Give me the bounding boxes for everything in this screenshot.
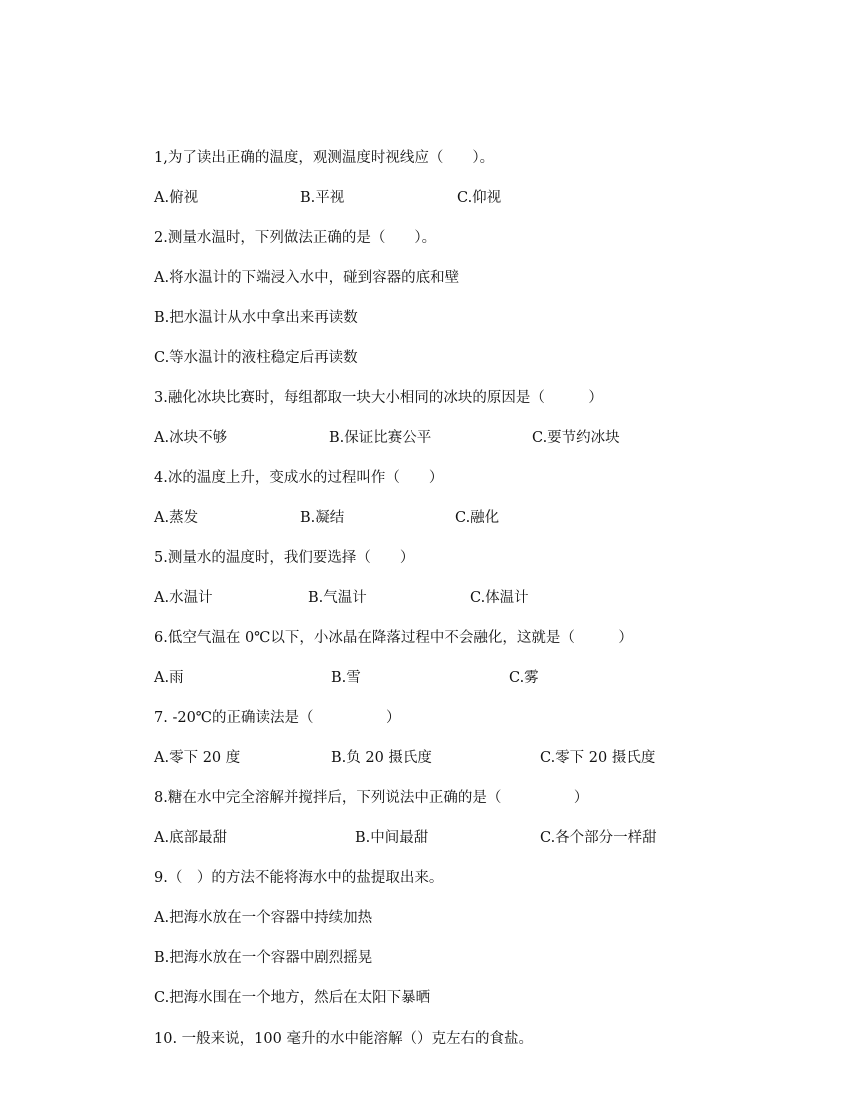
q5-option-a: A.水温计 — [154, 590, 213, 606]
q3-option-b: B.保证比赛公平 — [329, 430, 432, 446]
question-5: 5.测量水的温度时，我们要选择（ ） — [154, 550, 415, 566]
question-7: 7. -20℃的正确读法是（ ） — [154, 710, 401, 726]
q9-option-c: C.把海水围在一个地方，然后在太阳下暴晒 — [154, 990, 431, 1006]
q6-option-a: A.雨 — [154, 670, 184, 686]
q4-option-b: B.凝结 — [300, 510, 345, 526]
q8-option-b: B.中间最甜 — [355, 830, 429, 846]
q8-option-c: C.各个部分一样甜 — [540, 830, 657, 846]
q7-option-a: A.零下 20 度 — [154, 750, 241, 766]
q5-option-b: B.气温计 — [308, 590, 367, 606]
q6-option-c: C.雾 — [509, 670, 539, 686]
q1-option-b: B.平视 — [300, 190, 345, 206]
q7-option-b: B.负 20 摄氏度 — [331, 750, 432, 766]
question-10: 10. 一般来说，100 毫升的水中能溶解（）克左右的食盐。 — [154, 1031, 533, 1047]
question-8: 8.糖在水中完全溶解并搅拌后，下列说法中正确的是（ ） — [154, 790, 589, 806]
q4-option-a: A.蒸发 — [154, 510, 199, 526]
question-1: 1,为了读出正确的温度，观测温度时视线应（ ）。 — [154, 150, 495, 166]
q1-option-a: A.俯视 — [154, 190, 199, 206]
q6-option-b: B.雪 — [331, 670, 361, 686]
q7-option-c: C.零下 20 摄氏度 — [540, 750, 656, 766]
q3-option-c: C.要节约冰块 — [532, 430, 620, 446]
q3-option-a: A.冰块不够 — [154, 430, 228, 446]
q2-option-b: B.把水温计从水中拿出来再读数 — [154, 310, 358, 326]
question-4: 4.冰的温度上升，变成水的过程叫作（ ） — [154, 470, 444, 486]
question-9: 9.（ ）的方法不能将海水中的盐提取出来。 — [154, 870, 444, 886]
q9-option-b: B.把海水放在一个容器中剧烈摇晃 — [154, 950, 373, 966]
q9-option-a: A.把海水放在一个容器中持续加热 — [154, 910, 373, 926]
question-2: 2.测量水温时，下列做法正确的是（ ）。 — [154, 230, 437, 246]
q1-option-c: C.仰视 — [457, 190, 502, 206]
q2-option-c: C.等水温计的液柱稳定后再读数 — [154, 350, 358, 366]
q2-option-a: A.将水温计的下端浸入水中，碰到容器的底和壁 — [154, 270, 460, 286]
question-3: 3.融化冰块比赛时，每组都取一块大小相同的冰块的原因是（ ） — [154, 390, 603, 406]
question-6: 6.低空气温在 0℃以下，小冰晶在降落过程中不会融化，这就是（ ） — [154, 630, 633, 646]
q8-option-a: A.底部最甜 — [154, 830, 228, 846]
q5-option-c: C.体温计 — [470, 590, 529, 606]
q4-option-c: C.融化 — [455, 510, 500, 526]
